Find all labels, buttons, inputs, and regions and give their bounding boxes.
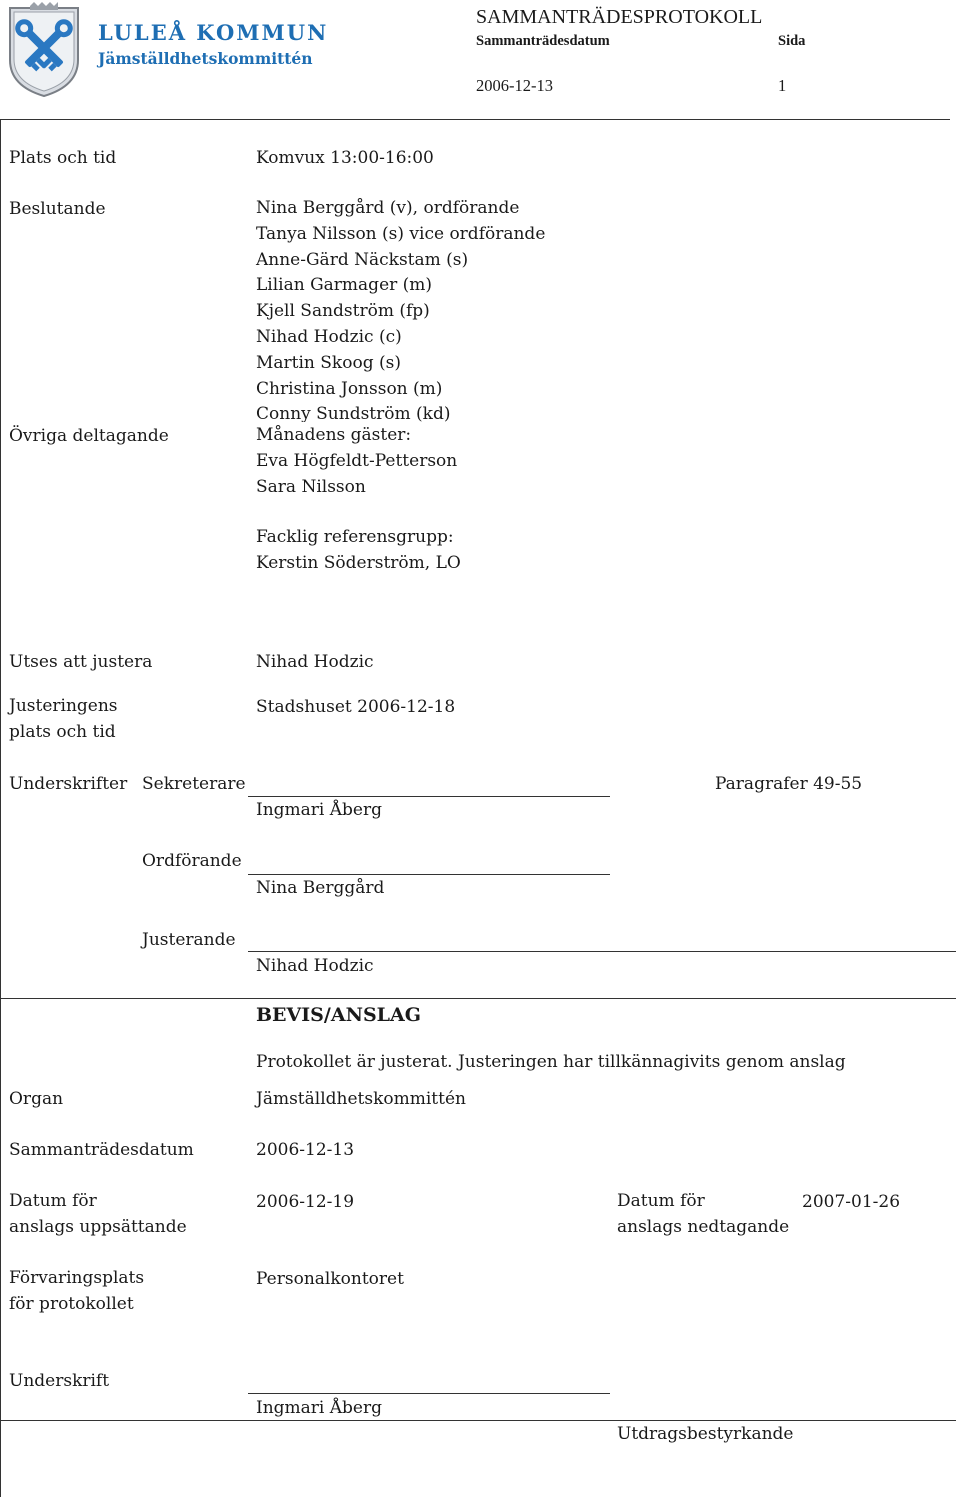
adjuster-role: Justerande [142,930,236,950]
secretary-signature-line [248,796,610,797]
decision-makers-label: Beslutande [9,199,106,219]
committee-name: Jämställdhetskommittén [98,49,313,68]
adjustment-label-line-2: plats och tid [9,721,116,742]
guest-name: Sara Nilsson [256,476,366,497]
posting-date-value: 2006-12-19 [256,1192,355,1212]
signatures-label: Underskrifter [9,774,128,794]
municipality-name: LULEÅ KOMMUN [98,20,329,45]
document-type: SAMMANTRÄDESPROTOKOLL [476,6,763,28]
secretary-role: Sekreterare [142,774,246,794]
reference-group-member: Kerstin Söderström, LO [256,552,461,573]
certification-label: Utdragsbestyrkande [617,1424,794,1444]
adjustment-place-label [9,694,118,746]
decision-makers-list [256,196,545,422]
organ-value: Jämställdhetskommittén [256,1089,466,1109]
notice-divider [0,998,956,999]
reference-group-heading: Facklig referensgrupp: [256,527,454,547]
member-name: Christina Jonsson (m) [256,378,443,399]
member-name: Lilian Garmager (m) [256,275,433,296]
meeting-date-value: 2006-12-13 [256,1140,355,1160]
removal-date-label [617,1189,789,1241]
member-name: Martin Skoog (s) [256,352,401,373]
member-name: Anne-Gärd Näckstam (s) [256,249,469,270]
header-date-label: Sammanträdesdatum [476,33,610,49]
removal-label-line-1: Datum för [617,1191,705,1211]
reference-group [256,525,461,577]
header-divider [0,119,950,120]
secretary-name: Ingmari Åberg [256,800,382,820]
removal-date-value: 2007-01-26 [802,1192,901,1212]
storage-value: Personalkontoret [256,1269,404,1289]
left-border [0,119,1,1497]
notice-statement: Protokollet är justerat. Justeringen har tillkännagivits genom anslag [256,1052,846,1072]
member-name: Tanya Nilsson (s) vice ordförande [256,223,546,244]
notice-signature-line [248,1393,610,1394]
municipality-logo [8,2,80,98]
posting-label-line-2: anslags uppsättande [9,1216,187,1237]
signature-label: Underskrift [9,1371,110,1391]
notice-signature-name: Ingmari Åberg [256,1398,382,1418]
adjuster-name: Nihad Hodzic [256,956,374,976]
coat-of-arms-icon [8,2,80,98]
paragraphs-range: Paragrafer 49-55 [715,774,863,794]
chair-role: Ordförande [142,851,242,871]
member-name: Nina Berggård (v), ordförande [256,198,520,218]
header-date-value: 2006-12-13 [476,76,553,95]
appointed-adjuster-label: Utses att justera [9,652,153,672]
posting-label-line-1: Datum för [9,1191,97,1211]
header-page-label: Sida [778,33,806,49]
guest-name: Eva Högfeldt-Petterson [256,450,458,471]
notice-title: BEVIS/ANSLAG [256,1004,421,1026]
place-time-value: Komvux 13:00-16:00 [256,148,434,168]
posting-date-label [9,1189,187,1241]
certification-divider [0,1420,956,1421]
adjustment-label-line-1: Justeringens [9,696,118,716]
other-participants-list [256,423,457,500]
member-name: Kjell Sandström (fp) [256,301,430,322]
storage-label-line-1: Förvaringsplats [9,1268,145,1288]
member-name: Nihad Hodzic (c) [256,326,402,347]
adjustment-place-value: Stadshuset 2006-12-18 [256,697,456,717]
member-name: Conny Sundström (kd) [256,404,451,423]
meeting-date-label: Sammanträdesdatum [9,1140,194,1160]
storage-label [9,1266,144,1318]
other-participants-label: Övriga deltagande [9,426,169,446]
chair-signature-line [248,874,610,875]
appointed-adjuster-value: Nihad Hodzic [256,652,374,672]
place-time-label: Plats och tid [9,148,117,168]
organ-label: Organ [9,1089,64,1109]
removal-label-line-2: anslags nedtagande [617,1216,790,1237]
header-page-value: 1 [778,76,787,95]
adjuster-signature-line [248,951,956,952]
guests-heading: Månadens gäster: [256,425,412,445]
storage-label-line-2: för protokollet [9,1293,134,1314]
chair-name: Nina Berggård [256,878,385,898]
